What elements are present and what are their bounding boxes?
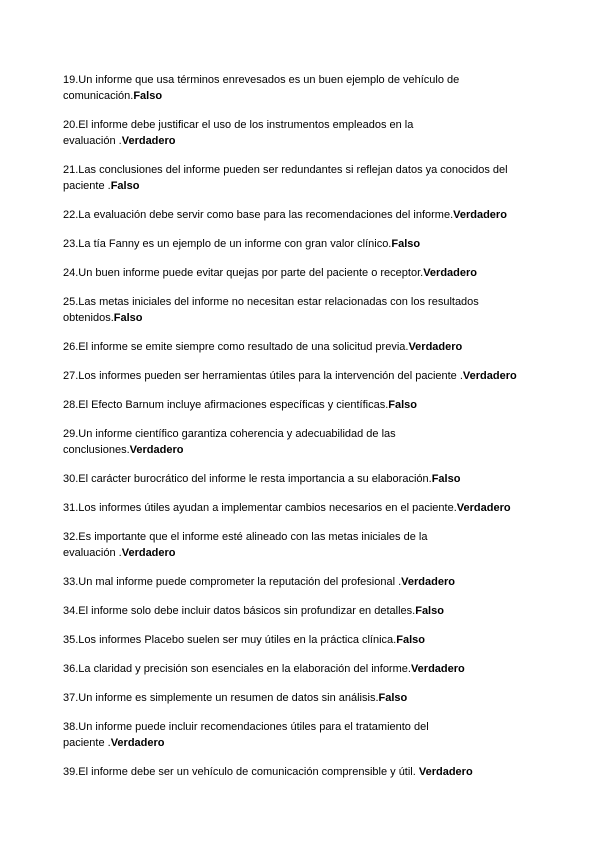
quiz-answer: Verdadero	[410, 663, 465, 675]
quiz-item	[63, 397, 582, 413]
quiz-item	[63, 265, 582, 281]
quiz-item	[63, 368, 582, 384]
quiz-question-list	[63, 72, 582, 780]
quiz-item	[63, 603, 582, 619]
quiz-item-number: 24.	[63, 267, 79, 279]
quiz-statement-line: Las metas iniciales del informe no necesitan estar relacionadas con los resultados	[78, 296, 479, 308]
quiz-item	[63, 236, 582, 252]
quiz-statement-line: Un mal informe puede comprometer la reputación del profesional .	[78, 576, 402, 588]
quiz-answer: Falso	[431, 473, 461, 485]
quiz-answer: Falso	[391, 238, 421, 250]
quiz-item	[63, 117, 582, 149]
quiz-statement-line: Es importante que el informe esté alineado con las metas iniciales de la	[78, 531, 428, 543]
quiz-statement-line: paciente .	[63, 737, 111, 749]
quiz-item-number: 19.	[63, 74, 79, 86]
quiz-item-number: 33.	[63, 576, 79, 588]
quiz-answer: Falso	[388, 399, 417, 411]
quiz-item-number: 20.	[63, 119, 79, 131]
quiz-item-number: 32.	[63, 531, 79, 543]
quiz-item-number: 27.	[63, 370, 79, 382]
quiz-item-number: 23.	[63, 238, 79, 250]
quiz-item	[63, 661, 582, 677]
quiz-statement-line: Los informes pueden ser herramientas útiles para la intervención del paciente .	[78, 370, 463, 382]
quiz-statement-line: obtenidos.	[63, 312, 114, 324]
quiz-statement-line: Un informe que usa términos enrevesados es un buen ejemplo de vehículo de	[78, 74, 460, 86]
quiz-answer: Verdadero	[121, 547, 176, 559]
quiz-answer: Falso	[133, 90, 163, 102]
quiz-item-number: 35.	[63, 634, 79, 646]
quiz-statement-line: evaluación .	[63, 135, 122, 147]
quiz-statement-line: Los informes Placebo suelen ser muy útiles en la práctica clínica.	[78, 634, 397, 646]
quiz-item	[63, 764, 582, 780]
quiz-item-number: 39.	[63, 766, 79, 778]
quiz-item	[63, 690, 582, 706]
quiz-answer: Verdadero	[408, 341, 463, 353]
quiz-item-number: 21.	[63, 164, 79, 176]
quiz-item	[63, 162, 582, 194]
quiz-item	[63, 632, 582, 648]
quiz-statement-line: paciente .	[63, 180, 111, 192]
quiz-item-number: 31.	[63, 502, 79, 514]
quiz-item-number: 30.	[63, 473, 79, 485]
quiz-answer: Falso	[378, 692, 408, 704]
quiz-item	[63, 500, 582, 516]
quiz-item-number: 36.	[63, 663, 79, 675]
quiz-statement-line: Los informes útiles ayudan a implementar cambios necesarios en el paciente.	[78, 502, 457, 514]
quiz-statement-line: Un informe puede incluir recomendaciones útiles para el tratamiento del	[78, 721, 429, 733]
quiz-statement-line: Las conclusiones del informe pueden ser redundantes si reflejan datos ya conocidos del	[78, 164, 508, 176]
quiz-answer: Verdadero	[121, 135, 176, 147]
quiz-item	[63, 72, 582, 104]
quiz-statement-line: conclusiones.	[63, 444, 130, 456]
quiz-item	[63, 294, 582, 326]
quiz-answer: Verdadero	[129, 444, 184, 456]
quiz-answer: Verdadero	[401, 576, 455, 588]
quiz-item-number: 38.	[63, 721, 79, 733]
quiz-statement-line: La evaluación debe servir como base para las recomendaciones del informe.	[78, 209, 454, 221]
quiz-statement-line: El informe debe ser un vehículo de comunicación comprensible y útil.	[78, 766, 419, 778]
quiz-answer: Falso	[110, 180, 140, 192]
quiz-statement-line: La claridad y precisión son esenciales en la elaboración del informe.	[78, 663, 411, 675]
quiz-item-number: 22.	[63, 209, 79, 221]
quiz-statement-line: El informe solo debe incluir datos básicos sin profundizar en detalles.	[78, 605, 416, 617]
quiz-statement-line: La tía Fanny es un ejemplo de un informe con gran valor clínico.	[78, 238, 392, 250]
quiz-answer: Verdadero	[418, 766, 473, 778]
quiz-item	[63, 719, 582, 751]
quiz-item-number: 26.	[63, 341, 79, 353]
quiz-item-number: 29.	[63, 428, 79, 440]
quiz-answer: Falso	[396, 634, 425, 646]
quiz-item-number: 28.	[63, 399, 79, 411]
quiz-item	[63, 426, 582, 458]
quiz-statement-line: El carácter burocrático del informe le resta importancia a su elaboración.	[78, 473, 432, 485]
quiz-item	[63, 207, 582, 223]
quiz-item	[63, 339, 582, 355]
quiz-item	[63, 529, 582, 561]
quiz-statement-line: El informe se emite siempre como resultado de una solicitud previa.	[78, 341, 409, 353]
quiz-answer: Verdadero	[462, 370, 517, 382]
quiz-item	[63, 471, 582, 487]
quiz-statement-line: Un informe científico garantiza coherencia y adecuabilidad de las	[78, 428, 396, 440]
quiz-answer: Falso	[415, 605, 444, 617]
quiz-statement-line: Un informe es simplemente un resumen de datos sin análisis.	[78, 692, 379, 704]
quiz-statement-line: Un buen informe puede evitar quejas por parte del paciente o receptor.	[78, 267, 424, 279]
quiz-answer: Verdadero	[110, 737, 165, 749]
quiz-statement-line: El Efecto Barnum incluye afirmaciones específicas y científicas.	[78, 399, 389, 411]
quiz-item-number: 37.	[63, 692, 79, 704]
quiz-answer: Falso	[113, 312, 143, 324]
quiz-item-number: 34.	[63, 605, 79, 617]
quiz-answer: Verdadero	[423, 267, 477, 279]
quiz-item	[63, 574, 582, 590]
quiz-statement-line: comunicación.	[63, 90, 134, 102]
quiz-statement-line: El informe debe justificar el uso de los instrumentos empleados en la	[78, 119, 414, 131]
quiz-answer: Verdadero	[453, 209, 507, 221]
quiz-item-number: 25.	[63, 296, 79, 308]
quiz-statement-line: evaluación .	[63, 547, 122, 559]
quiz-answer: Verdadero	[456, 502, 511, 514]
